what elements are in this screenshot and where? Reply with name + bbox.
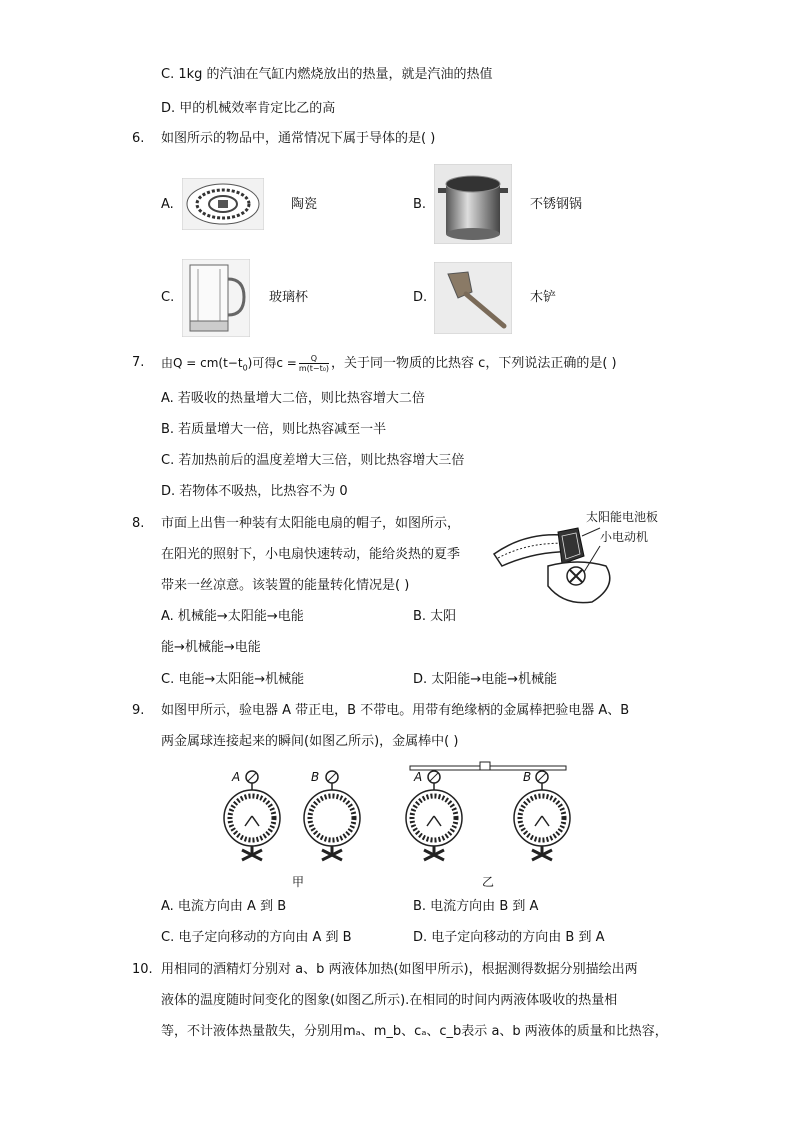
q6-option-b-label: 不锈钢锅 — [530, 197, 583, 212]
q9-option-b: B. 电流方向由 B 到 A — [413, 899, 539, 914]
q9-option-a: A. 电流方向由 A 到 B — [161, 899, 287, 914]
q8-option-a: A. 机械能→太阳能→电能 — [161, 609, 304, 624]
q7-stem-mid: )可得c = — [247, 356, 297, 370]
fig-label-b-jia: B — [311, 770, 320, 784]
q7-option-b: B. 若质量增大一倍，则比热容减至一半 — [161, 422, 387, 437]
q9-stem-line-2: 两金属球连接起来的瞬间(如图乙所示)，金属棒中( ) — [161, 734, 459, 749]
wooden-spatula-image — [434, 262, 512, 334]
q7-stem-sub: 0 — [242, 363, 248, 373]
q7-fraction-numerator: Q — [299, 354, 329, 364]
q6-number: 6. — [132, 131, 145, 146]
q6-stem: 如图所示的物品中，通常情况下属于导体的是( ) — [161, 131, 436, 146]
q8-option-d: D. 太阳能→电能→机械能 — [413, 672, 558, 687]
small-motor-label: 小电动机 — [600, 530, 649, 544]
q7-fraction-denominator: m(t−t₀) — [298, 364, 330, 373]
solar-panel-label: 太阳能电池板 — [586, 510, 659, 524]
q8-option-b-continued: 能→机械能→电能 — [161, 640, 261, 655]
q6-option-b-letter: B. — [413, 197, 427, 212]
steel-pot-image — [434, 164, 512, 244]
q6-option-d-label: 木铲 — [530, 290, 557, 305]
fig-caption-yi: 乙 — [482, 875, 495, 889]
q6-option-a-letter: A. — [161, 197, 174, 212]
fig-label-a-yi: A — [414, 770, 423, 784]
q6-option-d-letter: D. — [413, 290, 428, 305]
q7-stem-suffix: ，关于同一物质的比热容 c，下列说法正确的是( ) — [331, 356, 617, 371]
q8-option-b: B. 太阳 — [413, 609, 457, 624]
q7-option-a: A. 若吸收的热量增大二倍，则比热容增大二倍 — [161, 391, 425, 406]
q10-stem-line-2: 液体的温度随时间变化的图象(如图乙所示).在相同的时间内两液体吸收的热量相 — [161, 993, 618, 1008]
q5-option-c: C. 1kg 的汽油在气缸内燃烧放出的热量，就是汽油的热值 — [161, 67, 493, 82]
q8-number: 8. — [132, 516, 145, 531]
q9-number: 9. — [132, 703, 145, 718]
q8-stem-line-3: 带来一丝凉意。该装置的能量转化情况是( ) — [161, 578, 410, 593]
q5-option-d: D. 甲的机械效率肯定比乙的高 — [161, 101, 336, 116]
q9-option-d: D. 电子定向移动的方向由 B 到 A — [413, 930, 605, 945]
fig-label-b-yi: B — [523, 770, 532, 784]
q10-stem-line-3: 等，不计液体热量散失，分别用mₐ、m_b、cₐ、c_b表示 a、b 两液体的质量和比热容， — [161, 1024, 668, 1039]
q9-option-c: C. 电子定向移动的方向由 A 到 B — [161, 930, 352, 945]
q8-option-c: C. 电能→太阳能→机械能 — [161, 672, 305, 687]
q7-stem — [161, 354, 617, 377]
fig-caption-jia: 甲 — [292, 875, 305, 889]
q6-option-c-label: 玻璃杯 — [269, 290, 309, 305]
q6-option-c-letter: C. — [161, 290, 175, 305]
glass-cup-image — [182, 259, 250, 337]
q7-option-d: D. 若物体不吸热，比热容不为 0 — [161, 484, 348, 499]
plate-image — [182, 178, 264, 230]
q7-number: 7. — [132, 355, 145, 370]
q7-fraction — [299, 354, 329, 373]
q7-stem-prefix: 由Q = cm(t−t — [161, 356, 243, 370]
q8-stem-line-2: 在阳光的照射下，小电扇快速转动，能给炎热的夏季 — [161, 547, 461, 562]
q9-stem-line-1: 如图甲所示，验电器 A 带正电，B 不带电。用带有绝缘柄的金属棒把验电器 A、B — [161, 703, 630, 718]
q6-option-a-label: 陶瓷 — [291, 197, 318, 212]
q10-number: 10. — [132, 962, 153, 977]
q7-option-c: C. 若加热前后的温度差增大三倍，则比热容增大三倍 — [161, 453, 465, 468]
q8-stem-line-1: 市面上出售一种装有太阳能电扇的帽子，如图所示， — [161, 516, 461, 531]
q10-stem-line-1: 用相同的酒精灯分别对 a、b 两液体加热(如图甲所示)，根据测得数据分别描绘出两 — [161, 962, 638, 977]
fig-label-a-jia: A — [232, 770, 241, 784]
